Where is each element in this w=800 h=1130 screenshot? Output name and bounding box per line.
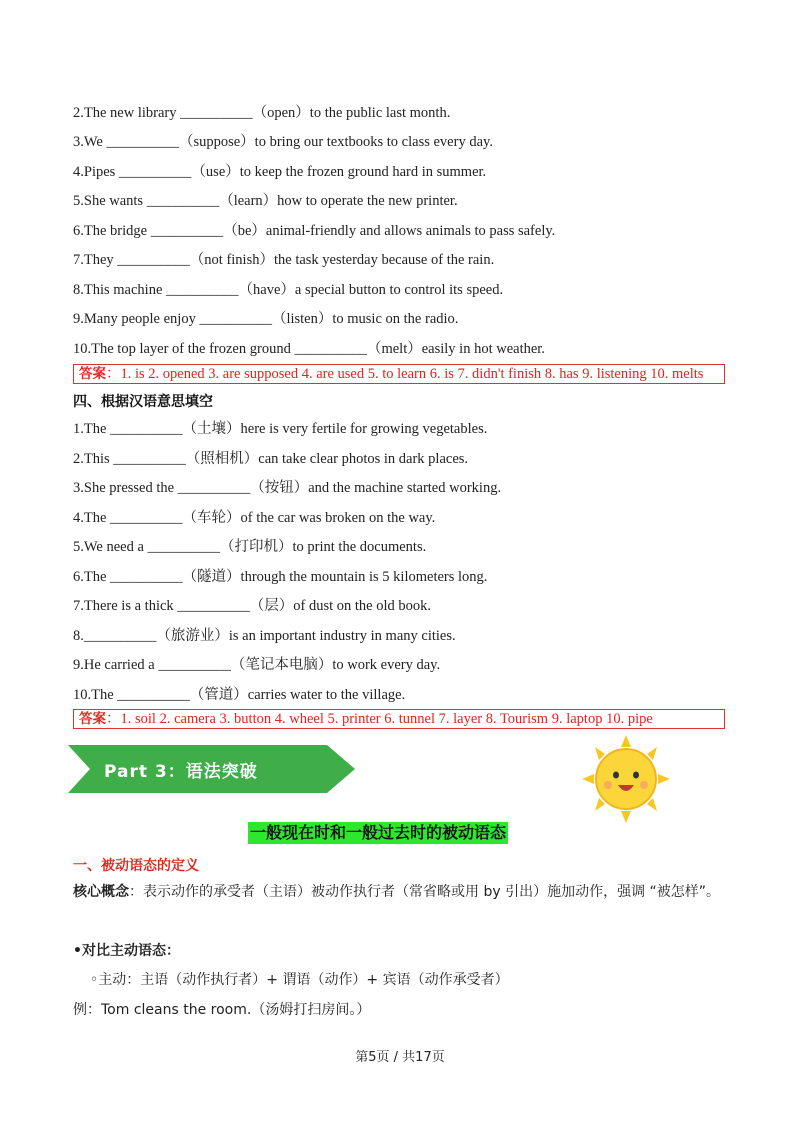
exercise-item: 10.The top layer of the frozen ground __________（melt）easily in hot weather. — [73, 341, 545, 357]
exercise-item: 10.The __________（管道）carries water to the village. — [73, 687, 406, 703]
sun-icon — [578, 733, 674, 825]
core-concept-label: 核心概念 — [73, 884, 129, 900]
contrast-heading: •对比主动语态： — [73, 943, 180, 959]
exercise-item: 9.Many people enjoy __________（listen）to music on the radio. — [73, 311, 459, 327]
answer-text: ：1. soil 2. camera 3. button 4. wheel 5. printer 6. tunnel 7. layer 8. Tourism 9. laptop 10. pipe — [106, 711, 653, 727]
active-voice-formula: ◦主动：主语（动作执行者）+ 谓语（动作）+ 宾语（动作承受者） — [90, 972, 509, 988]
part-banner — [68, 745, 355, 793]
answer-box — [73, 709, 725, 729]
exercise-item: 3.We __________（suppose）to bring our textbooks to class every day. — [73, 134, 493, 150]
core-concept-text: ：表示动作的承受者（主语）被动作执行者（常省略或用 by 引出）施加动作，强调 “被怎样”。 — [129, 884, 721, 900]
section-heading: 四、根据汉语意思填空 — [73, 394, 213, 410]
exercise-item: 6.The __________（隧道）through the mountain is 5 kilometers long. — [73, 569, 488, 585]
exercise-item: 3.She pressed the __________（按钮）and the machine started working. — [73, 480, 502, 496]
page-footer: 第5页 / 共17页 — [355, 1050, 445, 1065]
exercise-item: 1.The __________（土壤）here is very fertile for growing vegetables. — [73, 421, 488, 437]
exercise-item: 8.__________（旅游业）is an important industry in many cities. — [73, 628, 456, 644]
definition-heading: 一、被动语态的定义 — [73, 858, 199, 874]
exercise-item: 2.The new library __________（open）to the public last month. — [73, 105, 451, 121]
answer-text: ：1. is 2. opened 3. are supposed 4. are used 5. to learn 6. is 7. didn't finish 8. has 9. listening 10. melts — [106, 366, 704, 382]
banner-title: Part 3：语法突破 — [104, 762, 258, 782]
exercise-item: 7.They __________（not finish）the task yesterday because of the rain. — [73, 252, 495, 268]
exercise-item: 6.The bridge __________（be）animal-friendly and allows animals to pass safely. — [73, 223, 556, 239]
answer-box — [73, 364, 725, 384]
exercise-item: 8.This machine __________（have）a special button to control its speed. — [73, 282, 504, 298]
exercise-item: 5.We need a __________（打印机）to print the documents. — [73, 539, 427, 555]
exercise-item: 4.Pipes __________（use）to keep the frozen ground hard in summer. — [73, 164, 487, 180]
topic-title: 一般现在时和一般过去时的被动语态 — [250, 823, 507, 842]
exercise-item: 2.This __________（照相机）can take clear photos in dark places. — [73, 451, 469, 467]
exercise-item: 5.She wants __________（learn）how to operate the new printer. — [73, 193, 458, 209]
exercise-item: 7.There is a thick __________（层）of dust on the old book. — [73, 598, 432, 614]
core-concept — [73, 879, 723, 906]
example-sentence: 例：Tom cleans the room.（汤姆打扫房间。） — [73, 1002, 371, 1018]
exercise-item: 9.He carried a __________（笔记本电脑）to work every day. — [73, 657, 441, 673]
answer-label: 答案 — [79, 366, 106, 382]
exercise-item: 4.The __________（车轮）of the car was broken on the way. — [73, 510, 436, 526]
answer-label: 答案 — [79, 711, 106, 727]
